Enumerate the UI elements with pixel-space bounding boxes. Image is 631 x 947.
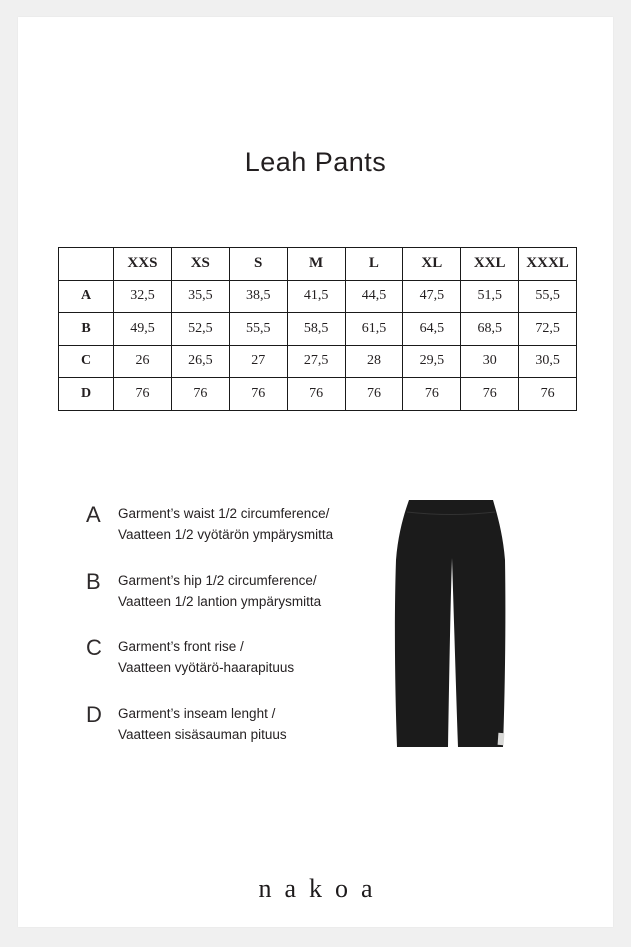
legend-description-fi: Vaatteen sisäsauman pituus	[118, 727, 287, 742]
measurement-value-cell: 55,5	[519, 280, 577, 313]
measurement-value-cell: 64,5	[403, 313, 461, 346]
legend-description-en: Garment’s hip 1/2 circumference/	[118, 573, 317, 588]
measurement-value-cell: 76	[287, 378, 345, 411]
measurement-value-cell: 29,5	[403, 345, 461, 378]
size-table-header-row	[59, 248, 577, 281]
corner-cell	[59, 248, 114, 281]
legend-description-fi: Vaatteen 1/2 lantion ympärysmitta	[118, 594, 322, 609]
legend-description-fi: Vaatteen vyötärö-haarapituus	[118, 660, 295, 675]
legend-item-c	[86, 636, 294, 678]
legend-description	[118, 636, 294, 678]
measurement-row	[59, 313, 577, 346]
measurement-value-cell: 27	[229, 345, 287, 378]
size-column-header: XXXL	[519, 248, 577, 281]
pants-hem-tag	[498, 733, 505, 745]
measurement-row	[59, 345, 577, 378]
measurement-value-cell: 30	[461, 345, 519, 378]
size-column-header: M	[287, 248, 345, 281]
size-column-header: S	[229, 248, 287, 281]
measurement-value-cell: 44,5	[345, 280, 403, 313]
measurement-row-label: A	[59, 280, 114, 313]
brand-logo: nakoa	[258, 874, 386, 903]
measurement-value-cell: 30,5	[519, 345, 577, 378]
measurement-value-cell: 72,5	[519, 313, 577, 346]
legend-description	[118, 503, 333, 545]
measurement-row-label: D	[59, 378, 114, 411]
measurement-value-cell: 68,5	[461, 313, 519, 346]
measurement-value-cell: 76	[403, 378, 461, 411]
size-guide-card	[18, 17, 613, 927]
measurement-value-cell: 76	[171, 378, 229, 411]
legend-description-en: Garment’s inseam lenght /	[118, 706, 276, 721]
legend-description-en: Garment’s waist 1/2 circumference/	[118, 506, 330, 521]
product-title: Leah Pants	[244, 147, 387, 177]
measurement-value-cell: 32,5	[114, 280, 172, 313]
size-column-header: L	[345, 248, 403, 281]
size-column-header: XXL	[461, 248, 519, 281]
measurement-row-label: B	[59, 313, 114, 346]
measurement-value-cell: 47,5	[403, 280, 461, 313]
measurement-value-cell: 55,5	[229, 313, 287, 346]
size-column-header: XL	[403, 248, 461, 281]
legend-description	[118, 703, 287, 745]
measurement-value-cell: 51,5	[461, 280, 519, 313]
legend-item-b	[86, 570, 321, 612]
legend-letter: B	[86, 569, 101, 594]
measurement-row-label: C	[59, 345, 114, 378]
measurement-value-cell: 52,5	[171, 313, 229, 346]
measurement-value-cell: 49,5	[114, 313, 172, 346]
measurement-value-cell: 26	[114, 345, 172, 378]
measurement-value-cell: 58,5	[287, 313, 345, 346]
measurement-value-cell: 61,5	[345, 313, 403, 346]
legend-description-en: Garment’s front rise /	[118, 639, 244, 654]
measurement-value-cell: 76	[229, 378, 287, 411]
measurement-value-cell: 38,5	[229, 280, 287, 313]
size-table	[58, 247, 577, 411]
legend-letter: D	[86, 702, 102, 727]
measurement-value-cell: 35,5	[171, 280, 229, 313]
measurement-value-cell: 76	[114, 378, 172, 411]
legend-item-a	[86, 503, 333, 545]
size-column-header: XS	[171, 248, 229, 281]
measurement-row	[59, 280, 577, 313]
product-image-pants-icon	[390, 490, 525, 760]
legend-letter: A	[86, 502, 101, 527]
measurement-value-cell: 76	[345, 378, 403, 411]
measurement-value-cell: 26,5	[171, 345, 229, 378]
measurement-row	[59, 378, 577, 411]
measurement-value-cell: 27,5	[287, 345, 345, 378]
measurement-value-cell: 76	[519, 378, 577, 411]
measurement-value-cell: 41,5	[287, 280, 345, 313]
legend-letter: C	[86, 635, 102, 660]
measurement-value-cell: 76	[461, 378, 519, 411]
legend-item-d	[86, 703, 287, 745]
legend-description-fi: Vaatteen 1/2 vyötärön ympärysmitta	[118, 527, 334, 542]
measurement-value-cell: 28	[345, 345, 403, 378]
pants-silhouette	[395, 500, 505, 747]
legend-description	[118, 570, 321, 612]
size-column-header: XXS	[114, 248, 172, 281]
